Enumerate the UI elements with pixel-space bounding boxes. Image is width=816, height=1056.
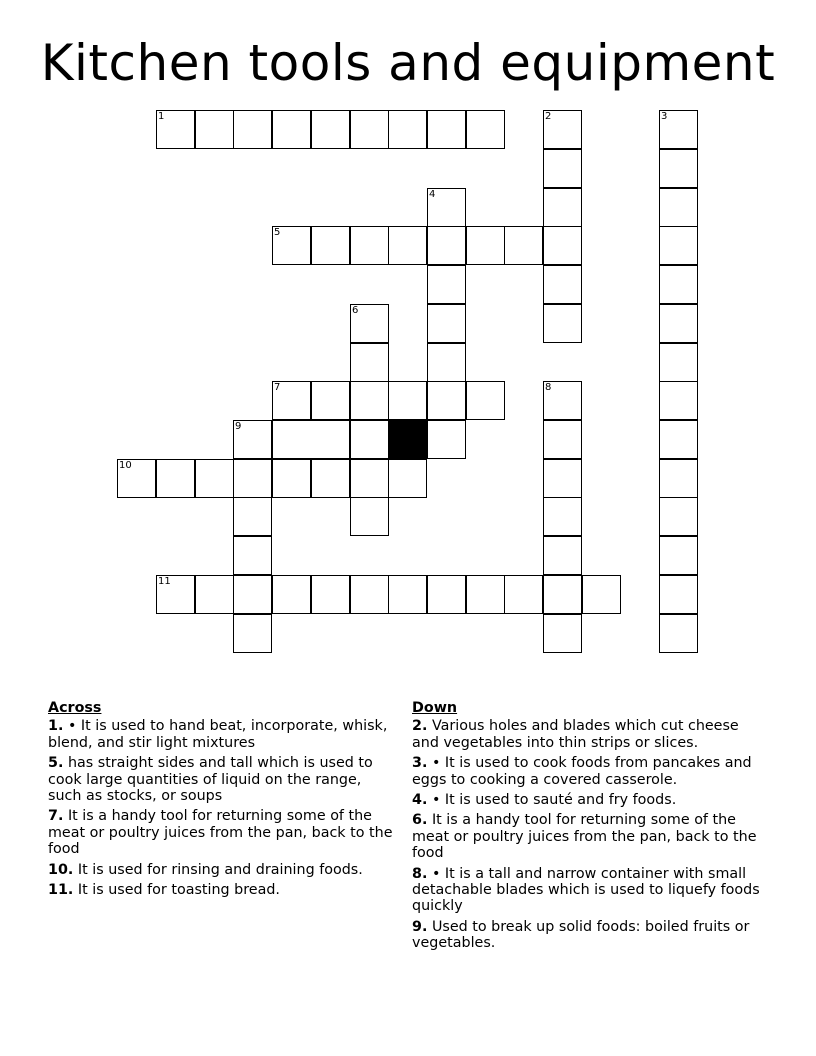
crossword-cell[interactable] xyxy=(195,459,234,498)
crossword-cell[interactable] xyxy=(543,381,582,420)
crossword-cell[interactable] xyxy=(659,497,698,536)
clue-item xyxy=(412,866,762,915)
crossword-cell[interactable] xyxy=(659,149,698,188)
crossword-cell[interactable] xyxy=(659,381,698,420)
crossword-cell[interactable] xyxy=(233,536,272,575)
crossword-cell[interactable] xyxy=(350,575,389,614)
crossword-cell[interactable] xyxy=(117,459,156,498)
crossword-cell[interactable] xyxy=(543,304,582,343)
clue-label: 11. xyxy=(48,882,74,899)
crossword-cell[interactable] xyxy=(388,459,427,498)
crossword-cell[interactable] xyxy=(659,420,698,459)
clue-item xyxy=(48,862,398,878)
clue-item xyxy=(412,718,762,751)
crossword-cell[interactable] xyxy=(272,226,311,265)
crossword-cell[interactable] xyxy=(350,304,389,343)
crossword-cell[interactable] xyxy=(233,420,272,459)
crossword-cell[interactable] xyxy=(350,343,389,382)
clue-number: 1 xyxy=(158,111,165,122)
clue-item xyxy=(412,919,762,952)
crossword-cell[interactable] xyxy=(659,110,698,149)
crossword-cell[interactable] xyxy=(272,381,311,420)
clue-item xyxy=(48,755,398,804)
crossword-cell[interactable] xyxy=(350,497,389,536)
crossword-cell[interactable] xyxy=(272,110,311,149)
crossword-cell[interactable] xyxy=(233,110,272,149)
clue-text: It is a handy tool for returning some of the meat or poultry juices from the pan, back to the food xyxy=(48,808,393,858)
crossword-cell[interactable] xyxy=(543,420,582,459)
clue-item xyxy=(412,792,762,808)
clue-text: Various holes and blades which cut cheese and vegetables into thin strips or slices. xyxy=(412,718,739,751)
clue-label: 2. xyxy=(412,718,428,735)
crossword-cell[interactable] xyxy=(350,459,389,498)
crossword-cell[interactable] xyxy=(466,575,505,614)
crossword-cell[interactable] xyxy=(427,110,466,149)
crossword-cell[interactable] xyxy=(156,459,195,498)
crossword-cell[interactable] xyxy=(311,420,350,459)
clue-label: 3. xyxy=(412,755,428,772)
crossword-cell[interactable] xyxy=(233,614,272,653)
clue-number: 5 xyxy=(274,227,281,238)
crossword-cell[interactable] xyxy=(543,188,582,227)
clue-text: It is used for toasting bread. xyxy=(77,882,280,899)
clue-label: 7. xyxy=(48,808,64,825)
clue-label: 5. xyxy=(48,755,64,772)
clue-number: 11 xyxy=(158,576,171,587)
clue-text: • It is a tall and narrow container with small detachable blades which is used to liquefy foods quickly xyxy=(412,865,760,915)
crossword-cell[interactable] xyxy=(659,614,698,653)
across-heading: Across xyxy=(48,700,102,716)
crossword-cell[interactable] xyxy=(427,575,466,614)
clue-number: 8 xyxy=(545,382,552,393)
clue-number: 4 xyxy=(429,189,436,200)
crossword-cell[interactable] xyxy=(659,304,698,343)
crossword-cell[interactable] xyxy=(427,265,466,304)
crossword-cell[interactable] xyxy=(233,497,272,536)
clue-label: 10. xyxy=(48,861,74,878)
crossword-cell[interactable] xyxy=(388,226,427,265)
crossword-cell[interactable] xyxy=(156,575,195,614)
down-clues xyxy=(412,700,762,956)
clue-text: • It is used to cook foods from pancakes and eggs to cooking a covered casserole. xyxy=(412,755,752,788)
crossword-cell[interactable] xyxy=(659,575,698,614)
across-clues xyxy=(48,700,398,902)
crossword-cell[interactable] xyxy=(427,226,466,265)
clue-number: 9 xyxy=(235,421,242,432)
crossword-cell[interactable] xyxy=(350,420,389,459)
crossword-cell[interactable] xyxy=(659,265,698,304)
crossword-cell[interactable] xyxy=(350,110,389,149)
crossword-cell[interactable] xyxy=(582,575,621,614)
clue-label: 9. xyxy=(412,918,428,935)
crossword-cell[interactable] xyxy=(659,343,698,382)
crossword-cell[interactable] xyxy=(156,110,195,149)
crossword-cell[interactable] xyxy=(311,110,350,149)
crossword-cell[interactable] xyxy=(388,110,427,149)
clue-item xyxy=(412,812,762,861)
clue-number: 7 xyxy=(274,382,281,393)
clue-label: 6. xyxy=(412,812,428,829)
crossword-cell[interactable] xyxy=(427,381,466,420)
clue-text: It is used for rinsing and draining foods. xyxy=(77,861,363,878)
crossword-cell[interactable] xyxy=(543,226,582,265)
crossword-cell[interactable] xyxy=(388,575,427,614)
clue-label: 8. xyxy=(412,865,428,882)
crossword-cell[interactable] xyxy=(427,304,466,343)
clue-number: 2 xyxy=(545,111,552,122)
clue-text: Used to break up solid foods: boiled fruits or vegetables. xyxy=(412,918,750,952)
crossword-cell[interactable] xyxy=(543,614,582,653)
crossword-cell[interactable] xyxy=(659,536,698,575)
crossword-cell[interactable] xyxy=(543,265,582,304)
crossword-cell[interactable] xyxy=(543,497,582,536)
crossword-cell[interactable] xyxy=(427,420,466,459)
crossword-cell[interactable] xyxy=(195,110,234,149)
crossword-cell[interactable] xyxy=(466,226,505,265)
clue-number: 10 xyxy=(119,460,132,471)
crossword-cell[interactable] xyxy=(659,226,698,265)
page-title: Kitchen tools and equipment xyxy=(40,34,776,92)
clue-text: • It is used to hand beat, incorporate, whisk, blend, and stir light mixtures xyxy=(48,718,388,751)
crossword-cell[interactable] xyxy=(543,110,582,149)
crossword-cell[interactable] xyxy=(466,110,505,149)
clue-item xyxy=(412,755,762,788)
crossword-cell[interactable] xyxy=(233,575,272,614)
crossword-cell[interactable] xyxy=(427,343,466,382)
crossword-cell[interactable] xyxy=(427,188,466,227)
crossword-cell[interactable] xyxy=(466,381,505,420)
clue-number: 3 xyxy=(661,111,668,122)
crossword-cell[interactable] xyxy=(543,536,582,575)
crossword-cell[interactable] xyxy=(504,226,543,265)
crossword-cell[interactable] xyxy=(311,459,350,498)
crossword-cell[interactable] xyxy=(272,420,311,459)
crossword-cell[interactable] xyxy=(388,381,427,420)
clue-number: 6 xyxy=(352,305,359,316)
crossword-cell[interactable] xyxy=(543,149,582,188)
crossword-cell[interactable] xyxy=(195,575,234,614)
crossword-cell[interactable] xyxy=(311,381,350,420)
crossword-cell[interactable] xyxy=(504,575,543,614)
crossword-cell[interactable] xyxy=(311,226,350,265)
crossword-cell[interactable] xyxy=(659,188,698,227)
down-heading: Down xyxy=(412,700,458,716)
crossword-cell[interactable] xyxy=(350,226,389,265)
clue-item xyxy=(48,808,398,857)
crossword-cell[interactable] xyxy=(350,381,389,420)
crossword-cell[interactable] xyxy=(272,575,311,614)
crossword-cell[interactable] xyxy=(543,459,582,498)
clue-item xyxy=(48,718,398,751)
crossword-cell[interactable] xyxy=(311,575,350,614)
black-square xyxy=(388,420,427,459)
clue-text: • It is used to sauté and fry foods. xyxy=(431,792,677,809)
clue-text: It is a handy tool for returning some of the meat or poultry juices from the pan, back to the food xyxy=(412,812,757,862)
clue-label: 4. xyxy=(412,792,428,809)
clue-text: has straight sides and tall which is used to cook large quantities of liquid on the range, such as stocks, or soups xyxy=(48,755,373,805)
crossword-cell[interactable] xyxy=(659,459,698,498)
crossword-cell[interactable] xyxy=(233,459,272,498)
clue-item xyxy=(48,882,398,898)
crossword-cell[interactable] xyxy=(272,459,311,498)
clue-label: 1. xyxy=(48,718,64,735)
crossword-cell[interactable] xyxy=(543,575,582,614)
